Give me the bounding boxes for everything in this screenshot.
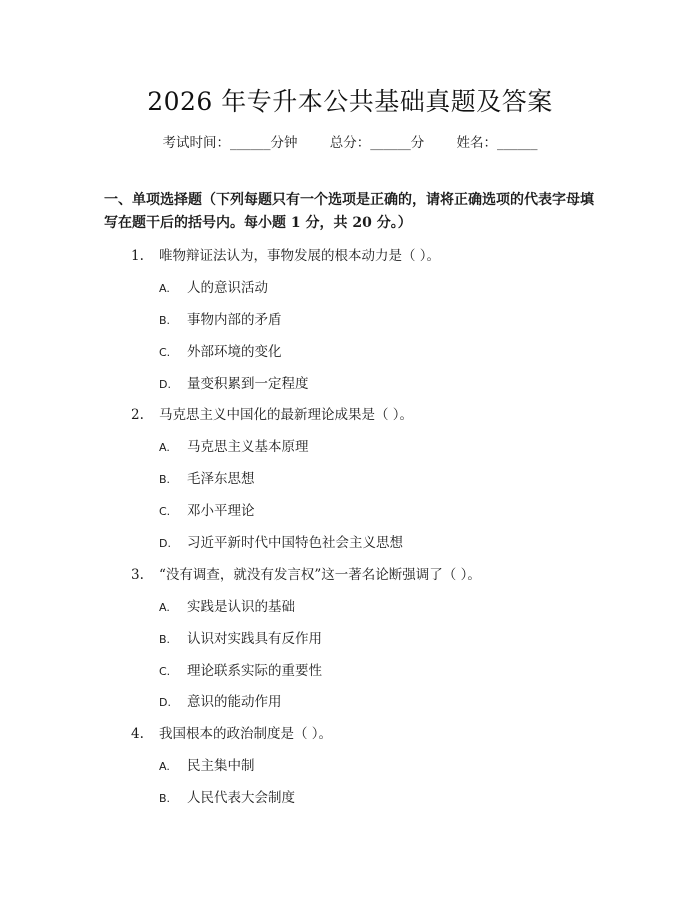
option-letter: A. [159,760,170,773]
question-3 [131,563,481,583]
question-stem: “没有调查，就没有发言权”这一著名论断强调了（ ）。 [159,567,481,583]
question-1-option-a [159,276,268,296]
exam-info-line [0,131,700,151]
question-4-option-a [159,754,255,774]
question-stem: 我国根本的政治制度是（ ）。 [159,726,333,742]
question-1-option-d [159,372,309,392]
option-letter: D. [159,696,171,709]
question-4-option-b [159,786,295,806]
option-text: 马克思主义基本原理 [187,439,309,455]
option-text: 习近平新时代中国特色社会主义思想 [187,535,403,551]
question-number: 4. [131,726,144,742]
question-1 [131,244,440,264]
option-text: 人的意识活动 [187,280,268,296]
option-letter: B. [159,473,171,486]
option-letter: C. [159,505,171,518]
document-title: 2026 年专升本公共基础真题及答案 [147,87,553,116]
total-score-field: 总分：______分 [329,135,425,151]
question-number: 3. [131,567,144,583]
option-letter: D. [159,378,171,391]
question-2-option-a [159,435,309,455]
option-letter: B. [159,792,171,805]
question-4 [131,722,332,742]
option-letter: A. [159,441,170,454]
question-3-option-a [159,595,295,615]
question-number: 1. [131,248,144,264]
question-2-option-c [159,499,255,519]
option-text: 意识的能动作用 [187,694,282,710]
question-2 [131,403,413,423]
option-letter: A. [159,282,170,295]
question-number: 2. [131,407,144,423]
option-letter: B. [159,314,171,327]
option-letter: B. [159,633,171,646]
question-2-option-b [159,467,255,487]
option-text: 认识对实践具有反作用 [187,631,322,647]
option-letter: C. [159,665,171,678]
section-heading: 一、单项选择题（下列每题只有一个选项是正确的，请将正确选项的代表字母填写在题干后的括号内。每小题 1 分，共 20 分。） [104,192,594,231]
option-text: 理论联系实际的重要性 [187,663,322,679]
question-2-option-d [159,531,403,551]
option-text: 事物内部的矛盾 [187,312,282,328]
option-letter: C. [159,346,171,359]
question-3-option-c [159,659,322,679]
question-3-option-b [159,627,322,647]
name-field: 姓名：______ [456,135,538,151]
exam-time-field: 考试时间：______分钟 [162,135,298,151]
question-3-option-d [159,690,282,710]
option-text: 人民代表大会制度 [187,790,295,806]
question-1-option-c [159,340,282,360]
option-text: 量变积累到一定程度 [187,376,309,392]
option-text: 外部环境的变化 [187,344,282,360]
option-letter: D. [159,537,171,550]
question-1-option-b [159,308,282,328]
question-stem: 马克思主义中国化的最新理论成果是（ ）。 [159,407,414,423]
option-text: 毛泽东思想 [187,471,255,487]
question-stem: 唯物辩证法认为，事物发展的根本动力是（ ）。 [159,248,441,264]
option-text: 邓小平理论 [187,503,255,519]
option-letter: A. [159,601,170,614]
option-text: 民主集中制 [187,758,255,774]
option-text: 实践是认识的基础 [187,599,295,615]
